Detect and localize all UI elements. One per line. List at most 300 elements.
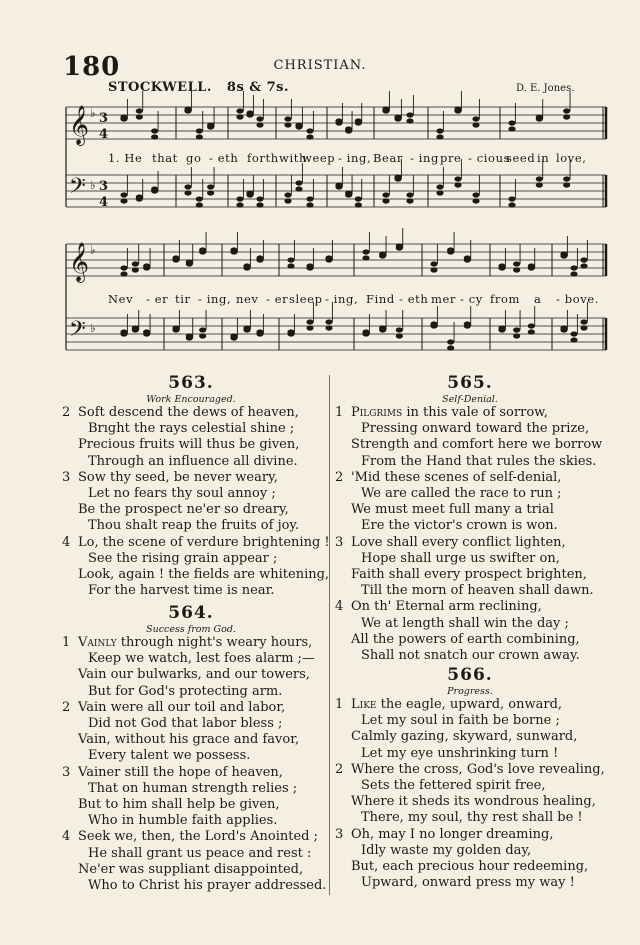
- stanza-line: [335, 632, 580, 648]
- stanza-line: [335, 810, 583, 826]
- note-head: [447, 345, 454, 350]
- verse-text: Ne'er was suppliant disappointed,: [78, 861, 304, 877]
- note-head: [513, 333, 520, 338]
- note-head: [306, 202, 313, 207]
- note-head: [306, 134, 313, 139]
- hymn-subtitle: Work Encouraged.: [146, 394, 236, 405]
- stanza-line: [335, 713, 560, 729]
- lyric-syllable: - ing,: [325, 292, 359, 306]
- stanza-line: [335, 518, 558, 534]
- note-head: [382, 106, 389, 111]
- note-head: [325, 255, 332, 260]
- verse-text: Look, again ! the fields are whitening,: [78, 567, 330, 582]
- note-head: [132, 261, 139, 266]
- verse-number: 2: [335, 761, 344, 777]
- note-head: [132, 325, 139, 330]
- note-head: [295, 180, 302, 185]
- stanza-line: [335, 827, 553, 843]
- note-head: [436, 190, 443, 195]
- time-signature: 3: [99, 179, 109, 194]
- verse-text: Let no fears thy soul annoy ;: [88, 486, 276, 501]
- note-head: [132, 267, 139, 272]
- note-head: [287, 263, 294, 268]
- lyric-syllable: - bove.: [556, 292, 599, 306]
- note-head: [436, 134, 443, 139]
- verse-text: Shall not snatch our crown away.: [361, 648, 580, 663]
- verse-text: Who to Christ his prayer addressed.: [88, 878, 327, 893]
- stanza-line: [335, 746, 558, 762]
- stanza-line: [62, 781, 297, 797]
- verse-text: Love shall every conflict lighten,: [351, 534, 566, 550]
- note-head: [256, 255, 263, 260]
- note-head: [295, 186, 302, 191]
- stanza-line: [62, 470, 278, 486]
- verse-text: Calmly gazing, skyward, sunward,: [351, 729, 578, 745]
- note-head: [396, 243, 403, 248]
- note-head: [396, 327, 403, 332]
- note-head: [447, 339, 454, 344]
- note-head: [172, 255, 179, 260]
- time-signature: 4: [99, 127, 109, 142]
- tune-composer: D. E. Jones.: [516, 83, 575, 94]
- lyric-syllable: Find: [366, 292, 395, 306]
- note-head: [454, 176, 461, 181]
- verse-text: Through an influence all divine.: [88, 453, 298, 469]
- note-head: [580, 319, 587, 324]
- note-head: [379, 325, 386, 330]
- note-head: [430, 267, 437, 272]
- verse-text: through night's weary hours,: [116, 635, 313, 650]
- note-head: [513, 267, 520, 272]
- stanza-line: [335, 567, 587, 583]
- stanza-line: [62, 437, 299, 453]
- verse-text: Soft descend the dews of heaven,: [78, 405, 299, 420]
- note-head: [406, 198, 413, 203]
- note-head: [513, 261, 520, 266]
- note-head: [560, 325, 567, 330]
- note-head: [498, 263, 505, 268]
- stanza-line: [62, 878, 326, 894]
- stanza-line: [335, 486, 562, 502]
- stanza-line: [335, 535, 566, 551]
- note-head: [436, 184, 443, 189]
- note-head: [196, 134, 203, 139]
- note-head: [536, 182, 543, 187]
- lyric-syllable: - er: [266, 292, 289, 306]
- note-head: [184, 190, 191, 195]
- verse-text: We at length shall win the day ;: [361, 615, 569, 631]
- note-head: [151, 128, 158, 133]
- note-head: [256, 202, 263, 207]
- note-head: [256, 122, 263, 127]
- stanza-line: [62, 535, 330, 551]
- verse-text: Keep we watch, lest foes alarm ;—: [88, 651, 315, 667]
- note-head: [355, 196, 362, 201]
- note-head: [143, 329, 150, 334]
- verse-text: From the Hand that rules the skies.: [361, 453, 597, 469]
- verse-text: the eagle, upward, onward,: [376, 697, 563, 712]
- verse-text: Thou shalt reap the fruits of joy.: [88, 518, 300, 534]
- stanza-line: [62, 813, 277, 829]
- note-head: [295, 122, 302, 127]
- note-head: [447, 247, 454, 252]
- bass-clef-icon: 𝄢: [69, 174, 86, 204]
- verse-text: Where it sheds its wondrous healing,: [351, 794, 596, 810]
- lyric-syllable: in: [537, 151, 550, 165]
- lyric-syllable: weep: [302, 151, 336, 165]
- hymn-subtitle: Success from God.: [146, 624, 236, 635]
- note-head: [287, 257, 294, 262]
- lyric-syllable: forth: [247, 151, 279, 165]
- note-head: [472, 116, 479, 121]
- stanza-line: [62, 651, 315, 667]
- note-head: [396, 333, 403, 338]
- note-head: [406, 112, 413, 117]
- bass-clef-icon: 𝄢: [69, 317, 86, 347]
- verse-number: 1: [62, 635, 71, 650]
- note-head: [196, 196, 203, 201]
- stanza-line: [62, 583, 275, 599]
- verse-text: Upward, onward press my way !: [361, 875, 575, 891]
- lyric-syllable: pre: [440, 151, 462, 165]
- note-head: [199, 327, 206, 332]
- stanza-line: [62, 700, 285, 716]
- note-head: [196, 128, 203, 133]
- note-head: [345, 190, 352, 195]
- verse-text: Lo, the scene of verdure brightening !: [78, 534, 330, 550]
- note-head: [243, 325, 250, 330]
- verse-text: Strength and comfort here we borrow: [351, 437, 603, 453]
- verse-text: Hope shall urge us swifter on,: [361, 550, 560, 566]
- lyric-syllable: seed: [506, 151, 536, 165]
- stanza-line: [62, 667, 310, 683]
- lyric-syllable: - eth: [209, 151, 239, 165]
- stanza-line: [62, 716, 282, 732]
- note-head: [580, 257, 587, 262]
- note-head: [436, 128, 443, 133]
- stanza-line: [335, 729, 577, 745]
- verse-text: Ere the victor's crown is won.: [361, 518, 558, 534]
- verse-number: 3: [62, 764, 71, 780]
- note-head: [207, 184, 214, 189]
- note-head: [508, 196, 515, 201]
- stanza-line: [62, 732, 299, 748]
- note-head: [306, 263, 313, 268]
- stanza-line: [62, 846, 311, 862]
- hymn-number: 566.: [447, 665, 493, 685]
- first-word-small-caps: Like: [351, 697, 377, 712]
- verse-text: Let my eye unshrinking turn !: [361, 745, 559, 761]
- stanza-line: [335, 648, 580, 664]
- note-head: [464, 255, 471, 260]
- note-head: [560, 251, 567, 256]
- note-head: [120, 198, 127, 203]
- note-head: [120, 271, 127, 276]
- note-head: [580, 325, 587, 330]
- note-head: [236, 108, 243, 113]
- verse-text: Vainer still the hope of heaven,: [78, 764, 283, 780]
- note-head: [406, 192, 413, 197]
- note-head: [362, 255, 369, 260]
- verse-text: Where the cross, God's love revealing,: [351, 761, 605, 777]
- lyric-syllable: love,: [556, 151, 587, 165]
- note-head: [120, 114, 127, 119]
- lyric-syllable: a: [534, 292, 542, 306]
- stanza-line: [62, 635, 312, 651]
- stanza-line: [335, 437, 602, 453]
- note-head: [151, 134, 158, 139]
- lyric-syllable: - cious: [468, 151, 511, 165]
- note-head: [563, 114, 570, 119]
- stanza-line: [335, 551, 560, 567]
- note-head: [335, 118, 342, 123]
- stanza-line: [335, 859, 588, 875]
- first-word-small-caps: Pilgrims: [351, 405, 403, 420]
- note-head: [472, 192, 479, 197]
- lyric-syllable: nev: [236, 292, 259, 306]
- stanza-line: [62, 684, 282, 700]
- lyric-syllable: 1. He: [108, 151, 143, 165]
- lyric-syllable: - er: [146, 292, 169, 306]
- note-head: [498, 325, 505, 330]
- stanza-line: [335, 697, 562, 713]
- note-head: [406, 118, 413, 123]
- note-head: [528, 329, 535, 334]
- note-head: [563, 108, 570, 113]
- verse-text: We must meet full many a trial: [351, 502, 554, 518]
- note-head: [151, 186, 158, 191]
- stanza-line: [62, 421, 294, 437]
- verse-text: Vain were all our toil and labor,: [78, 699, 286, 715]
- note-head: [256, 116, 263, 121]
- stanza-line: [62, 454, 298, 470]
- lyric-syllable: - ing: [410, 151, 439, 165]
- verse-text: He shall grant us peace and rest :: [88, 845, 312, 861]
- note-head: [362, 329, 369, 334]
- note-head: [382, 192, 389, 197]
- note-head: [230, 247, 237, 252]
- lyric-syllable: go: [186, 151, 202, 165]
- note-head: [236, 196, 243, 201]
- verse-number: 2: [335, 469, 344, 485]
- stanza-line: [62, 829, 318, 845]
- verse-text: We are called the race to run ;: [361, 486, 562, 501]
- verse-text: All the powers of earth combining,: [351, 631, 580, 647]
- verse-text: Vain, without his grace and favor,: [78, 732, 300, 748]
- first-word-small-caps: Vainly: [78, 635, 117, 650]
- verse-number: 2: [62, 405, 71, 420]
- note-head: [536, 176, 543, 181]
- note-head: [528, 263, 535, 268]
- note-head: [256, 196, 263, 201]
- note-head: [306, 319, 313, 324]
- stanza-line: [335, 470, 561, 486]
- note-head: [236, 114, 243, 119]
- note-head: [172, 325, 179, 330]
- stanza-line: [335, 778, 545, 794]
- verse-number: 2: [62, 699, 71, 715]
- note-head: [246, 190, 253, 195]
- stanza-line: [62, 486, 276, 502]
- note-head: [580, 263, 587, 268]
- note-head: [513, 327, 520, 332]
- note-head: [196, 202, 203, 207]
- note-head: [186, 333, 193, 338]
- note-head: [570, 337, 577, 342]
- verse-text: Sets the fettered spirit free,: [361, 778, 546, 793]
- note-head: [536, 114, 543, 119]
- note-head: [186, 259, 193, 264]
- note-head: [454, 106, 461, 111]
- note-head: [199, 333, 206, 338]
- note-head: [284, 116, 291, 121]
- tune-name: STOCKWELL.: [108, 80, 212, 95]
- flat-sign-icon: ♭: [90, 106, 96, 120]
- lyric-syllable: that: [152, 151, 178, 165]
- verse-text: But, each precious hour redeeming,: [351, 859, 589, 874]
- note-head: [136, 114, 143, 119]
- stanza-line: [335, 762, 605, 778]
- flat-sign-icon: ♭: [90, 243, 96, 257]
- flat-sign-icon: ♭: [90, 321, 96, 335]
- verse-text: On th' Eternal arm reclining,: [351, 599, 542, 615]
- note-head: [472, 198, 479, 203]
- note-head: [454, 182, 461, 187]
- note-head: [355, 202, 362, 207]
- note-head: [563, 182, 570, 187]
- note-head: [508, 120, 515, 125]
- note-head: [184, 106, 191, 111]
- note-head: [362, 249, 369, 254]
- note-head: [508, 202, 515, 207]
- lyric-syllable: - ing,: [338, 151, 372, 165]
- note-head: [284, 122, 291, 127]
- note-head: [472, 122, 479, 127]
- stanza-line: [335, 421, 589, 437]
- stanza-line: [62, 748, 250, 764]
- note-head: [382, 198, 389, 203]
- note-head: [236, 202, 243, 207]
- note-head: [120, 192, 127, 197]
- verse-text: Did not God that labor bless ;: [88, 716, 283, 731]
- verse-text: Precious fruits will thus be given,: [78, 437, 300, 453]
- note-head: [345, 126, 352, 131]
- stanza-line: [62, 567, 329, 583]
- verse-text: Idly waste my golden day,: [361, 842, 532, 858]
- note-head: [464, 321, 471, 326]
- note-head: [230, 333, 237, 338]
- note-head: [570, 331, 577, 336]
- stanza-line: [62, 551, 277, 567]
- treble-clef-icon: 𝄞: [69, 242, 90, 282]
- lyric-syllable: Nev: [108, 292, 134, 306]
- stanza-line: [335, 794, 596, 810]
- note-head: [394, 174, 401, 179]
- stanza-line: [62, 765, 283, 781]
- stanza-line: [62, 862, 303, 878]
- verse-text: But for God's protecting arm.: [88, 683, 283, 699]
- stanza-line: [335, 616, 569, 632]
- note-head: [430, 261, 437, 266]
- note-head: [528, 323, 535, 328]
- note-head: [207, 122, 214, 127]
- note-head: [284, 198, 291, 203]
- stanza-line: [335, 405, 548, 421]
- verse-number: 3: [335, 826, 344, 842]
- verse-number: 1: [335, 697, 344, 712]
- verse-number: 4: [62, 829, 71, 845]
- hymn-number: 563.: [168, 373, 214, 393]
- verse-text: Every talent we possess.: [88, 748, 251, 764]
- verse-number: 3: [335, 534, 344, 550]
- lyric-syllable: sleep: [289, 292, 323, 306]
- note-head: [284, 192, 291, 197]
- verse-number: 4: [335, 599, 344, 615]
- note-head: [136, 194, 143, 199]
- verse-text: For the harvest time is near.: [88, 583, 275, 599]
- verse-text: in this vale of sorrow,: [402, 405, 548, 420]
- stanza-line: [335, 843, 531, 859]
- note-head: [143, 263, 150, 268]
- lyric-syllable: - cy: [460, 292, 483, 306]
- note-head: [563, 176, 570, 181]
- verse-number: 3: [62, 469, 71, 485]
- verse-text: Till the morn of heaven shall dawn.: [361, 583, 594, 599]
- time-signature: 4: [99, 195, 109, 210]
- stanza-line: [335, 583, 594, 599]
- note-head: [243, 263, 250, 268]
- note-head: [246, 110, 253, 115]
- verse-text: Faith shall every prospect brighten,: [351, 567, 587, 582]
- lyric-syllable: with: [279, 151, 307, 165]
- note-head: [199, 247, 206, 252]
- stanza-line: [62, 797, 280, 813]
- lyric-syllable: from: [490, 292, 520, 306]
- hymn-number: 565.: [447, 373, 493, 393]
- stanza-line: [62, 518, 299, 534]
- note-head: [207, 190, 214, 195]
- verse-text: Vain our bulwarks, and our towers,: [78, 667, 310, 683]
- lyric-syllable: tir: [175, 292, 191, 306]
- hymn-number: 564.: [168, 603, 214, 623]
- note-head: [120, 265, 127, 270]
- note-head: [306, 325, 313, 330]
- stanza-line: [335, 599, 542, 615]
- verse-text: That on human strength relies ;: [88, 780, 298, 796]
- note-head: [379, 251, 386, 256]
- stanza-line: [335, 454, 596, 470]
- note-head: [120, 329, 127, 334]
- note-head: [570, 271, 577, 276]
- note-head: [306, 128, 313, 133]
- flat-sign-icon: ♭: [90, 178, 96, 192]
- verse-text: Be the prospect ne'er so dreary,: [78, 502, 289, 518]
- verse-number: 4: [62, 534, 71, 550]
- note-head: [325, 319, 332, 324]
- column-divider: [329, 375, 330, 895]
- verse-number: 1: [335, 405, 344, 420]
- hymn-subtitle: Progress.: [447, 686, 493, 697]
- verse-text: But to him shall help be given,: [78, 797, 280, 812]
- verse-text: Pressing onward toward the prize,: [361, 421, 590, 437]
- verse-text: Let my soul in faith be borne ;: [361, 713, 560, 729]
- note-head: [430, 321, 437, 326]
- stanza-line: [335, 502, 554, 518]
- tune-meter: 8s & 7s.: [226, 80, 289, 95]
- note-head: [256, 329, 263, 334]
- note-head: [184, 184, 191, 189]
- stanza-line: [62, 502, 289, 518]
